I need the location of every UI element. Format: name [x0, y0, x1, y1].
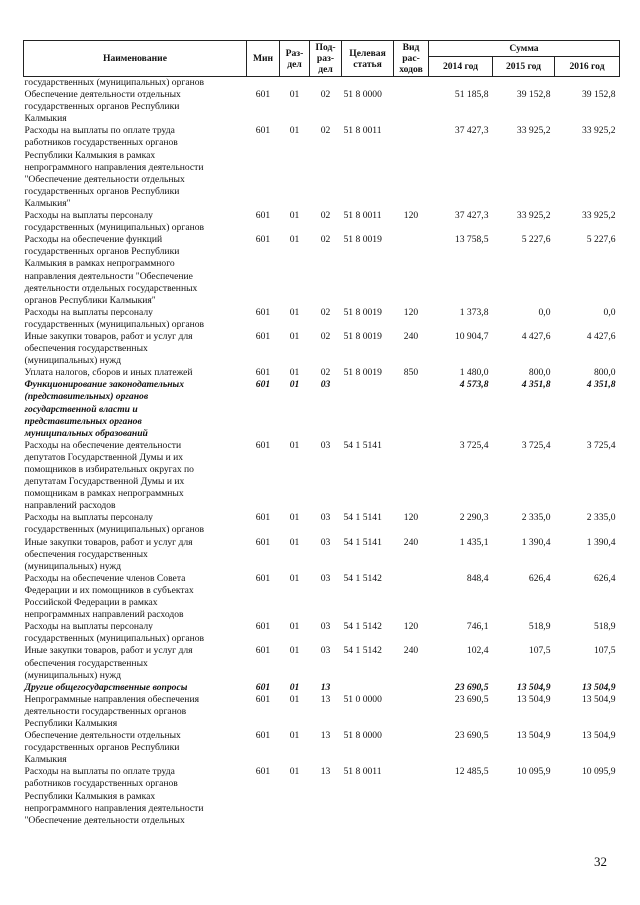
row-tselevaya-statya: 51 8 0019 — [343, 330, 382, 342]
table-row — [24, 379, 620, 439]
row-razdel: 01 — [289, 730, 300, 742]
row-razdel: 01 — [289, 379, 300, 391]
row-podrazdel: 13 — [320, 766, 331, 778]
row-sum-2014: 37 427,3 — [454, 125, 489, 137]
table-row — [24, 621, 620, 645]
row-min: 601 — [255, 125, 271, 137]
header-2015: 2015 год — [493, 57, 555, 77]
row-name: Расходы на обеспечение членов Совета Федерации и их помощников в субъектах Российской Федерации в рамках непрограммных направлений расходов — [24, 572, 194, 621]
row-sum-2015: 10 095,9 — [516, 766, 551, 778]
row-sum-2015: 1 390,4 — [521, 536, 551, 548]
row-podrazdel: 02 — [320, 306, 331, 318]
table-row — [24, 645, 620, 681]
row-vid-rashodov — [394, 89, 429, 125]
row-sum-2015: 33 925,2 — [516, 125, 551, 137]
row-podrazdel: 03 — [320, 536, 331, 548]
row-sum-2016: 10 095,9 — [581, 766, 616, 778]
row-razdel: 01 — [289, 210, 300, 222]
header-podrazdel: Под- раз- дел — [310, 41, 342, 77]
row-vid-rashodov: 240 — [403, 330, 419, 342]
row-razdel: 01 — [289, 330, 300, 342]
row-podrazdel: 03 — [320, 645, 331, 657]
row-sum-2016: 13 504,9 — [581, 693, 616, 705]
row-razdel: 01 — [289, 439, 300, 451]
row-vid-rashodov — [394, 766, 429, 826]
row-sum-2015: 800,0 — [528, 367, 551, 379]
row-sum-2015: 0,0 — [538, 306, 551, 318]
table-row — [24, 440, 620, 513]
row-podrazdel — [310, 77, 342, 90]
table-row — [24, 77, 620, 90]
row-sum-2016: 0,0 — [603, 306, 616, 318]
table-row — [24, 367, 620, 379]
table-row — [24, 234, 620, 307]
row-sum-2015: 33 925,2 — [516, 210, 551, 222]
row-min: 601 — [255, 536, 271, 548]
row-sum-2014: 23 690,5 — [454, 693, 489, 705]
table-row — [24, 682, 620, 694]
row-vid-rashodov: 120 — [403, 306, 419, 318]
row-vid-rashodov: 120 — [403, 210, 419, 222]
row-razdel: 01 — [289, 681, 300, 693]
row-name: Расходы на выплаты по оплате труда работников государственных органов Республики Калмыкия в рамках непрограммного направления деятельности "Обеспечение деятельности отдельных государственных органов Республики Калмыкия" — [24, 125, 204, 209]
row-sum-2016: 4 427,6 — [586, 330, 616, 342]
row-tselevaya-statya — [342, 77, 394, 90]
row-sum-2015: 518,9 — [528, 621, 551, 633]
row-name: Функционирование законодательных (представительных) органов государственной власти и представительных органов муниципальных образований — [24, 379, 184, 439]
table-row — [24, 331, 620, 367]
table-row — [24, 307, 620, 331]
row-razdel: 01 — [289, 306, 300, 318]
row-tselevaya-statya — [342, 682, 394, 694]
header-vid-rashodov: Вид рас- ходов — [394, 41, 429, 77]
row-sum-2014: 12 485,5 — [454, 766, 489, 778]
row-vid-rashodov — [394, 682, 429, 694]
row-min: 601 — [255, 306, 271, 318]
row-sum-2014: 1 480,0 — [459, 367, 489, 379]
header-name: Наименование — [24, 41, 247, 77]
row-sum-2016: 107,5 — [593, 645, 616, 657]
row-razdel: 01 — [289, 572, 300, 584]
row-min: 601 — [255, 766, 271, 778]
row-tselevaya-statya: 54 1 5141 — [343, 439, 382, 451]
row-sum-2014: 4 573,8 — [459, 379, 489, 391]
row-name: Иные закупки товаров, работ и услуг для обеспечения государственных (муниципальных) нужд — [24, 536, 193, 572]
row-tselevaya-statya: 54 1 5141 — [343, 512, 382, 524]
row-tselevaya-statya: 51 8 0011 — [343, 210, 382, 222]
row-podrazdel: 13 — [320, 681, 331, 693]
header-2014: 2014 год — [429, 57, 493, 77]
row-sum-2015: 2 335,0 — [521, 512, 551, 524]
row-sum-2015: 107,5 — [528, 645, 551, 657]
row-podrazdel: 03 — [320, 512, 331, 524]
row-tselevaya-statya: 54 1 5142 — [343, 645, 382, 657]
row-min: 601 — [255, 89, 271, 101]
row-sum-2014: 3 725,4 — [459, 439, 489, 451]
row-sum-2016: 33 925,2 — [581, 210, 616, 222]
table-row — [24, 730, 620, 766]
row-sum-2015: 13 504,9 — [516, 730, 551, 742]
row-min: 601 — [255, 330, 271, 342]
header-2016: 2016 год — [555, 57, 620, 77]
row-name: Обеспечение деятельности отдельных государственных органов Республики Калмыкия — [24, 89, 181, 125]
row-sum-2015: 626,4 — [528, 572, 551, 584]
row-min: 601 — [255, 367, 271, 379]
table-row — [24, 210, 620, 234]
row-sum-2014: 37 427,3 — [454, 210, 489, 222]
row-razdel: 01 — [289, 89, 300, 101]
row-sum-2016: 13 504,9 — [581, 681, 616, 693]
row-vid-rashodov: 240 — [403, 536, 419, 548]
row-vid-rashodov — [394, 440, 429, 513]
row-sum-2016: 13 504,9 — [581, 730, 616, 742]
row-sum-2014: 2 290,3 — [459, 512, 489, 524]
row-vid-rashodov: 850 — [403, 367, 419, 379]
row-name: Расходы на выплаты персоналу государственных (муниципальных) органов — [24, 512, 205, 536]
row-sum-2014: 848,4 — [466, 572, 489, 584]
row-razdel: 01 — [289, 367, 300, 379]
row-min: 601 — [255, 572, 271, 584]
row-name: Расходы на выплаты персоналу государственных (муниципальных) органов — [24, 306, 205, 330]
row-sum-2014: 10 904,7 — [454, 330, 489, 342]
row-sum-2016: 626,4 — [593, 572, 616, 584]
row-tselevaya-statya: 51 8 0019 — [343, 306, 382, 318]
table-row — [24, 766, 620, 826]
row-min: 601 — [255, 512, 271, 524]
row-sum-2015 — [493, 77, 555, 90]
row-vid-rashodov — [394, 379, 429, 439]
table-body — [24, 77, 620, 827]
row-podrazdel: 02 — [320, 330, 331, 342]
row-sum-2016: 518,9 — [593, 621, 616, 633]
table-row — [24, 89, 620, 125]
row-min: 601 — [255, 210, 271, 222]
row-razdel: 01 — [289, 693, 300, 705]
table-row — [24, 512, 620, 536]
row-podrazdel: 13 — [320, 693, 331, 705]
row-sum-2014: 23 690,5 — [454, 730, 489, 742]
budget-table-sheet — [23, 40, 619, 827]
row-name: Расходы на обеспечение деятельности депутатов Государственной Думы и их помощников в избирательных округах по депутатам Государственной Думы и их помощникам в рамках непрограммных направлений расходов — [24, 439, 194, 512]
row-sum-2014 — [429, 77, 493, 90]
row-tselevaya-statya: 51 8 0019 — [343, 367, 382, 379]
row-sum-2016: 2 335,0 — [586, 512, 616, 524]
row-vid-rashodov: 120 — [403, 621, 419, 633]
row-tselevaya-statya: 51 8 0000 — [343, 730, 382, 742]
row-name: Другие общегосударственные вопросы — [24, 681, 188, 693]
row-min: 601 — [255, 693, 271, 705]
row-vid-rashodov — [394, 234, 429, 307]
row-razdel: 01 — [289, 512, 300, 524]
row-min: 601 — [255, 681, 271, 693]
row-vid-rashodov: 240 — [403, 645, 419, 657]
row-min: 601 — [255, 379, 271, 391]
row-sum-2014: 102,4 — [466, 645, 489, 657]
row-sum-2014: 1 435,1 — [459, 536, 489, 548]
row-podrazdel: 02 — [320, 367, 331, 379]
row-name: Расходы на обеспечение функций государственных органов Республики Калмыкия в рамках непрограммного направления деятельности "Обеспечение деятельности отдельных государственных органов Республики Калмыкия" — [24, 234, 198, 306]
row-sum-2015: 5 227,6 — [521, 234, 551, 246]
row-sum-2015: 3 725,4 — [521, 439, 551, 451]
row-sum-2015: 39 152,8 — [516, 89, 551, 101]
row-sum-2016: 4 351,8 — [586, 379, 616, 391]
row-podrazdel: 13 — [320, 730, 331, 742]
row-razdel: 01 — [289, 536, 300, 548]
row-vid-rashodov — [394, 694, 429, 730]
row-vid-rashodov: 120 — [403, 512, 419, 524]
row-sum-2015: 13 504,9 — [516, 693, 551, 705]
row-tselevaya-statya: 51 8 0011 — [343, 766, 382, 778]
table-row — [24, 125, 620, 210]
row-sum-2016: 800,0 — [593, 367, 616, 379]
row-vid-rashodov — [394, 125, 429, 210]
row-podrazdel: 02 — [320, 234, 331, 246]
row-podrazdel: 02 — [320, 210, 331, 222]
table-row — [24, 573, 620, 621]
row-podrazdel: 03 — [320, 439, 331, 451]
row-name: Уплата налогов, сборов и иных платежей — [24, 367, 193, 379]
row-sum-2016: 1 390,4 — [586, 536, 616, 548]
row-sum-2014: 746,1 — [466, 621, 489, 633]
budget-table — [23, 40, 620, 827]
row-sum-2016: 33 925,2 — [581, 125, 616, 137]
row-sum-2016 — [555, 77, 620, 90]
header-tselevaya-statya: Целевая статья — [342, 41, 394, 77]
row-razdel: 01 — [289, 125, 300, 137]
row-podrazdel: 02 — [320, 89, 331, 101]
row-razdel: 01 — [289, 645, 300, 657]
row-podrazdel: 03 — [320, 572, 331, 584]
row-name: Обеспечение деятельности отдельных государственных органов Республики Калмыкия — [24, 730, 181, 766]
row-name: Расходы на выплаты персоналу государственных (муниципальных) органов — [24, 621, 205, 645]
row-min: 601 — [255, 730, 271, 742]
row-sum-2015: 4 351,8 — [521, 379, 551, 391]
row-tselevaya-statya: 54 1 5141 — [343, 536, 382, 548]
row-min: 601 — [255, 234, 271, 246]
row-podrazdel: 03 — [320, 621, 331, 633]
row-min: 601 — [255, 439, 271, 451]
row-sum-2016: 39 152,8 — [581, 89, 616, 101]
row-sum-2014: 1 373,8 — [459, 306, 489, 318]
header-min: Мин — [247, 41, 280, 77]
row-razdel — [280, 77, 310, 90]
row-name: Иные закупки товаров, работ и услуг для обеспечения государственных (муниципальных) нужд — [24, 645, 193, 681]
row-vid-rashodov — [394, 77, 429, 90]
row-vid-rashodov — [394, 730, 429, 766]
row-tselevaya-statya: 51 8 0019 — [343, 234, 382, 246]
header-razdel: Раз- дел — [280, 41, 310, 77]
row-razdel: 01 — [289, 766, 300, 778]
row-tselevaya-statya: 51 8 0000 — [343, 89, 382, 101]
row-min: 601 — [255, 621, 271, 633]
table-row — [24, 694, 620, 730]
row-name: Иные закупки товаров, работ и услуг для обеспечения государственных (муниципальных) нужд — [24, 330, 193, 367]
row-podrazdel: 02 — [320, 125, 331, 137]
row-min — [247, 77, 280, 90]
header-summa: Сумма — [429, 41, 620, 57]
row-sum-2015: 13 504,9 — [516, 681, 551, 693]
row-sum-2014: 13 758,5 — [454, 234, 489, 246]
row-podrazdel: 03 — [320, 379, 331, 391]
row-razdel: 01 — [289, 234, 300, 246]
row-sum-2015: 4 427,6 — [521, 330, 551, 342]
row-name: Расходы на выплаты персоналу государственных (муниципальных) органов — [24, 210, 205, 234]
row-sum-2016: 3 725,4 — [586, 439, 616, 451]
table-row — [24, 537, 620, 573]
row-tselevaya-statya: 51 8 0011 — [343, 125, 382, 137]
row-min: 601 — [255, 645, 271, 657]
row-name: государственных (муниципальных) органов — [24, 77, 205, 88]
row-tselevaya-statya — [342, 379, 394, 439]
table-header — [24, 41, 620, 77]
row-sum-2014: 23 690,5 — [454, 681, 489, 693]
row-razdel: 01 — [289, 621, 300, 633]
row-name: Непрограммные направления обеспечения деятельности государственных органов Республики Калмыкия — [24, 693, 199, 729]
row-tselevaya-statya: 54 1 5142 — [343, 572, 382, 584]
row-sum-2016: 5 227,6 — [586, 234, 616, 246]
row-vid-rashodov — [394, 573, 429, 621]
row-tselevaya-statya: 54 1 5142 — [343, 621, 382, 633]
row-sum-2014: 51 185,8 — [454, 89, 489, 101]
row-tselevaya-statya: 51 0 0000 — [343, 693, 382, 705]
row-name: Расходы на выплаты по оплате труда работников государственных органов Республики Калмыкия в рамках непрограммного направления деятельности "Обеспечение деятельности отдельных — [24, 766, 204, 826]
page-number: 32 — [594, 854, 607, 869]
